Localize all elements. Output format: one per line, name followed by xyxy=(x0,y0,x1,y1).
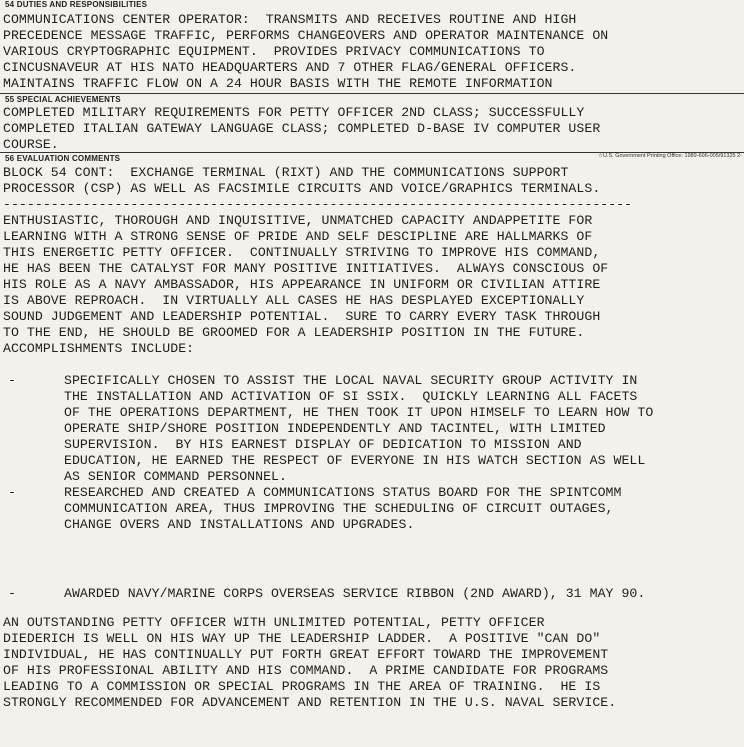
bullet-line: AS SENIOR COMMAND PERSONNEL. xyxy=(64,469,287,484)
paragraph-line: SOUND JUDGEMENT AND LEADERSHIP POTENTIAL. SURE TO CARRY EVERY TASK THROUGH xyxy=(3,309,601,324)
bullet-marker: - xyxy=(8,485,16,500)
block-cont-line: PROCESSOR (CSP) AS WELL AS FACSIMILE CIRCUITS AND VOICE/GRAPHICS TERMINALS. xyxy=(3,181,601,196)
block-55-line: COMPLETED MILITARY REQUIREMENTS FOR PETTY OFFICER 2ND CLASS; SUCCESSFULLY xyxy=(3,105,585,120)
block-cont-line: BLOCK 54 CONT: EXCHANGE TERMINAL (RIXT) AND THE COMMUNICATIONS SUPPORT xyxy=(3,165,569,180)
block-56-heading: 56 EVALUATION COMMENTS xyxy=(5,154,121,163)
paragraph-line: IS ABOVE REPROACH. IN VIRTUALLY ALL CASES HE HAS DESPLAYED EXCEPTIONALLY xyxy=(3,293,585,308)
closing-paragraph-line: OF HIS PROFESSIONAL ABILITY AND HIS COMMAND. A PRIME CANDIDATE FOR PROGRAMS xyxy=(3,663,609,678)
paragraph-line: THIS ENERGETIC PETTY OFFICER. CONTINUALLY STRIVING TO IMPROVE HIS COMMAND, xyxy=(3,245,601,260)
block-54-line: CINCUSNAVEUR AT HIS NATO HEADQUARTERS AND 7 OTHER FLAG/GENERAL OFFICERS. xyxy=(3,60,577,75)
bullet-line: AWARDED NAVY/MARINE CORPS OVERSEAS SERVICE RIBBON (2ND AWARD), 31 MAY 90. xyxy=(64,586,646,601)
block-divider xyxy=(0,93,744,94)
bullet-line: OPERATE SHIP/SHORE POSITION INDEPENDENTLY AND TACINTEL, WITH LIMITED xyxy=(64,421,606,436)
bullet-line: SPECIFICALLY CHOSEN TO ASSIST THE LOCAL NAVAL SECURITY GROUP ACTIVITY IN xyxy=(64,373,638,388)
block-54-line: COMMUNICATIONS CENTER OPERATOR: TRANSMITS AND RECEIVES ROUTINE AND HIGH xyxy=(3,12,577,27)
closing-paragraph-line: DIEDERICH IS WELL ON HIS WAY UP THE LEADERSHIP LADDER. A POSITIVE "CAN DO" xyxy=(3,631,601,646)
bullet-line: THE INSTALLATION AND ACTIVATION OF SI SSIX. QUICKLY LEARNING ALL FACETS xyxy=(64,389,638,404)
bullet-marker: - xyxy=(8,373,16,388)
bullet-line: EDUCATION, HE EARNED THE RESPECT OF EVERYONE IN HIS WATCH SECTION AS WELL xyxy=(64,453,646,468)
bullet-line: SUPERVISION. BY HIS EARNEST DISPLAY OF DEDICATION TO MISSION AND xyxy=(64,437,582,452)
closing-paragraph-line: STRONGLY RECOMMENDED FOR ADVANCEMENT AND RETENTION IN THE U.S. NAVAL SERVICE. xyxy=(3,695,617,710)
block-54-line: PRECEDENCE MESSAGE TRAFFIC, PERFORMS CHANGEOVERS AND OPERATOR MAINTENANCE ON xyxy=(3,28,609,43)
paragraph-line: ACCOMPLISHMENTS INCLUDE: xyxy=(3,341,195,356)
paragraph-line: ENTHUSIASTIC, THOROUGH AND INQUISITIVE, UNMATCHED CAPACITY ANDAPPETITE FOR xyxy=(3,213,593,228)
bullet-line: OF THE OPERATIONS DEPARTMENT, HE THEN TOOK IT UPON HIMSELF TO LEARN HOW TO xyxy=(64,405,654,420)
dashed-separator: ------------------------------------------------------------------------------- xyxy=(3,197,633,212)
block-55-heading: 55 SPECIAL ACHIEVEMENTS xyxy=(5,95,121,104)
bullet-line: COMMUNICATION AREA, THUS IMPROVING THE SCHEDULING OF CIRCUIT OUTAGES, xyxy=(64,501,614,516)
paragraph-line: TO THE END, HE SHOULD BE GROOMED FOR A LEADERSHIP POSITION IN THE FUTURE. xyxy=(3,325,585,340)
block-54-line: VARIOUS CRYPTOGRAPHIC EQUIPMENT. PROVIDES PRIVACY COMMUNICATIONS TO xyxy=(3,44,545,59)
gpo-imprint: ☆U.S. Government Printing Office: 1989-606-005/91325 2- xyxy=(598,153,742,159)
closing-paragraph-line: LEADING TO A COMMISSION OR SPECIAL PROGRAMS IN THE AREA OF TRAINING. HE IS xyxy=(3,679,601,694)
paragraph-line: HIS ROLE AS A NAVY AMBASSADOR, HIS APPEARANCE IN UNIFORM OR CIVILIAN ATTIRE xyxy=(3,277,601,292)
closing-paragraph-line: AN OUTSTANDING PETTY OFFICER WITH UNLIMITED POTENTIAL, PETTY OFFICER xyxy=(3,615,545,630)
bullet-line: CHANGE OVERS AND INSTALLATIONS AND UPGRADES. xyxy=(64,517,415,532)
block-55-line: COURSE. xyxy=(3,137,59,152)
paragraph-line: LEARNING WITH A STRONG SENSE OF PRIDE AND SELF DESCIPLINE ARE HALLMARKS OF xyxy=(3,229,593,244)
paragraph-line: HE HAS BEEN THE CATALYST FOR MANY POSITIVE INITIATIVES. ALWAYS CONSCIOUS OF xyxy=(3,261,609,276)
block-55-line: COMPLETED ITALIAN GATEWAY LANGUAGE CLASS; COMPLETED D-BASE IV COMPUTER USER xyxy=(3,121,601,136)
bullet-marker: - xyxy=(8,586,16,601)
closing-paragraph-line: INDIVIDUAL, HE HAS CONTINUALLY PUT FORTH GREAT EFFORT TOWARD THE IMPROVEMENT xyxy=(3,647,609,662)
block-54-line: MAINTAINS TRAFFIC FLOW ON A 24 HOUR BASIS WITH THE REMOTE INFORMATION xyxy=(3,76,553,91)
block-54-heading: 54 DUTIES AND RESPONSIBILITIES xyxy=(5,0,148,9)
bullet-line: RESEARCHED AND CREATED A COMMUNICATIONS STATUS BOARD FOR THE SPINTCOMM xyxy=(64,485,622,500)
